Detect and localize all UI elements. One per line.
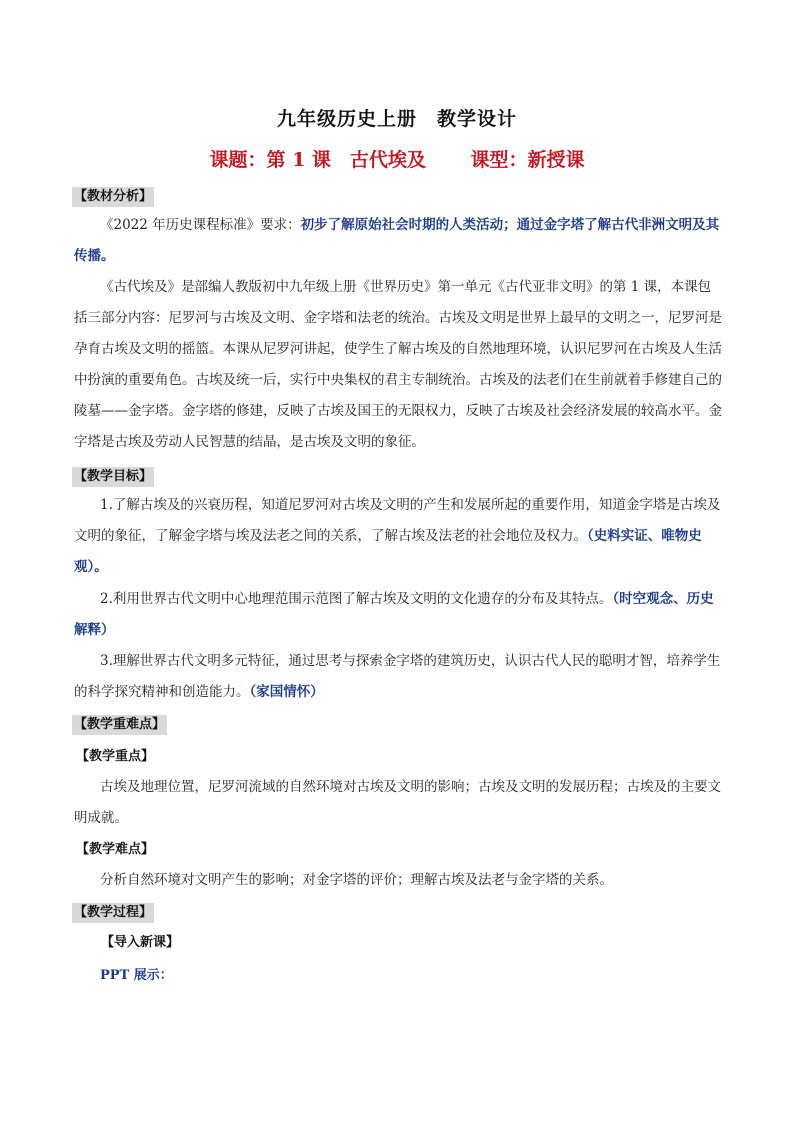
goal-2 (74, 584, 722, 646)
curriculum-standard-paragraph (74, 210, 722, 272)
goal-3 (74, 646, 722, 708)
ppt-label: PPT 展示： (100, 968, 173, 983)
goal-1 (74, 490, 722, 583)
section-head-process: 【教学过程】 (72, 903, 154, 923)
analysis-paragraph: 《古代埃及》是部编人教版初中九年级上册《世界历史》第一单元《古代亚非文明》的第 1 课，本课包括三部分内容：尼罗河与古埃及文明、金字塔和法老的统治。古埃及文明是世界上最早的文明之一，尼罗河是孕育古埃及文明的摇篮。本课从尼罗河讲起，使学生了解古埃及的自然地理环境，认识尼罗河在古埃及人生活中扮演的重要角色。古埃及统一后，实行中央集权的君主专制统治。古埃及的法老们在生前就着手修建自己的陵墓——金字塔。金字塔的修建，反映了古埃及国王的无限权力，反映了古埃及社会经济发展的较高水平。金字塔是古埃及劳动人民智慧的结晶，是古埃及文明的象征。 (74, 279, 722, 450)
goal-1-text: 1.了解古埃及的兴衰历程，知道尼罗河对古埃及文明的产生和发展所起的重要作用，知道金字塔是古埃及文明的象征，了解金字塔与埃及法老之间的关系，了解古埃及法老的社会地位及权力。 (74, 497, 721, 544)
difficulty-paragraph: 分析自然环境对文明产生的影响；对金字塔的评价；理解古埃及法老与金字塔的关系。 (100, 872, 613, 888)
goal-1-tag: （史料实证、唯物史观）。 (74, 528, 702, 575)
goal-3-tag: （家国情怀） (249, 684, 324, 700)
standard-prefix: 《2022 年历史课程标准》要求： (100, 217, 301, 233)
goal-2-tag: （时空观念、历史解释） (74, 591, 714, 638)
sub-head-difficulty: 【教学难点】 (76, 842, 155, 857)
standard-requirement: 初步了解原始社会时期的人类活动；通过金字塔了解古代非洲文明及其传播。 (74, 217, 720, 264)
goal-2-text: 2.利用世界古代文明中心地理范围示范图了解古埃及文明的文化遗存的分布及其特点。 (100, 591, 613, 607)
goal-3-text: 3.理解世界古代文明多元特征，通过思考与探索金字塔的建筑历史，认识古代人民的聪明才智，培养学生的科学探究精神和创造能力。 (74, 653, 721, 700)
key-paragraph: 古埃及地理位置，尼罗河流域的自然环境对古埃及文明的影响；古埃及文明的发展历程；古埃及的主要文明成就。 (74, 779, 721, 826)
sub-head-intro: 【导入新课】 (101, 935, 180, 950)
section-head-goals: 【教学目标】 (72, 467, 154, 487)
lesson-subtitle: 课题：第 1 课 古代埃及 课型：新授课 (209, 149, 585, 171)
sub-head-key: 【教学重点】 (76, 749, 155, 764)
section-head-analysis: 【教材分析】 (72, 187, 154, 207)
section-head-keypoints: 【教学重难点】 (72, 715, 167, 735)
page-title: 九年级历史上册 教学设计 (276, 108, 517, 130)
